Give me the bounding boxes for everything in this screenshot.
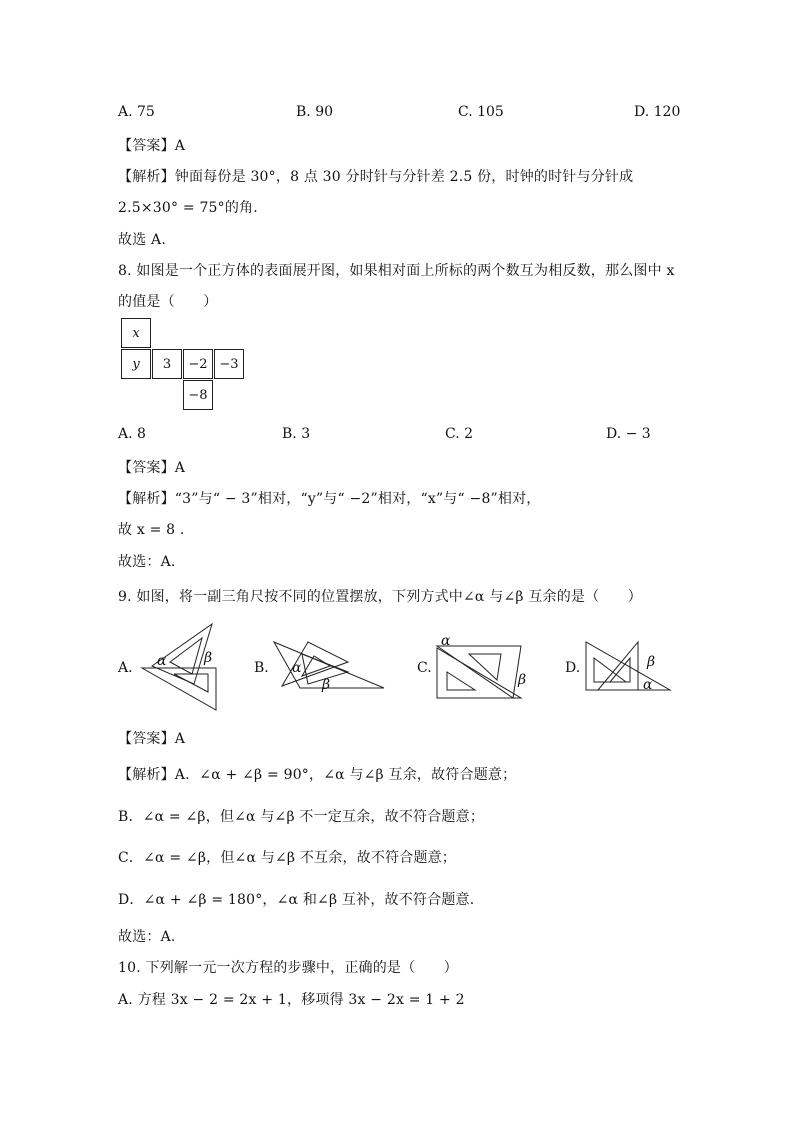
q9-analysis-c: C．∠α = ∠β，但∠α 与∠β 不互余，故不符合题意； — [118, 850, 457, 866]
figure-b-alpha: α — [292, 660, 302, 676]
q7-option-b: B. 90 — [296, 104, 334, 120]
figure-d-alpha: α — [643, 677, 653, 693]
figure-c-triangles — [435, 642, 527, 702]
q8-option-c: C. 2 — [445, 426, 474, 442]
q9-conclusion: 故选：A. — [118, 929, 176, 945]
figure-a-beta: β — [204, 650, 213, 666]
q7-conclusion: 故选 A. — [118, 232, 167, 248]
figure-d-label: D. — [565, 660, 581, 676]
figure-b-beta: β — [322, 677, 331, 693]
q9-answer: 【答案】A — [118, 731, 186, 747]
q10-option-a: A. 方程 3x − 2 = 2x + 1，移项得 3x − 2x = 1 + 2 — [118, 992, 465, 1008]
q9-analysis-d: D．∠α + ∠β = 180°，∠α 和∠β 互补，故不符合题意. — [118, 892, 475, 908]
figure-d-triangles — [584, 640, 674, 695]
net-cell-y: y — [132, 356, 140, 372]
q7-analysis-line2: 2.5×30° = 75°的角. — [118, 200, 258, 216]
figure-d-beta: β — [647, 654, 656, 670]
q8-stem-line2: 的值是（ ） — [118, 294, 218, 310]
figure-b-triangles — [272, 640, 392, 695]
q7-option-c: C. 105 — [458, 104, 504, 120]
q8-answer: 【答案】A — [118, 460, 186, 476]
figure-a-alpha: α — [157, 653, 167, 669]
q7-analysis-line1: 【解析】钟面每份是 30°，8 点 30 分时针与分针差 2.5 份，时钟的时针与分针成 — [118, 169, 634, 185]
q8-analysis-line1: 【解析】“3”与“ − 3”相对，“y”与“ −2”相对，“x”与“ −8”相对， — [118, 491, 541, 507]
q9-stem: 9. 如图，将一副三角尺按不同的位置摆放，下列方式中∠α 与∠β 互余的是（ ） — [118, 589, 642, 605]
figure-c-alpha: α — [441, 633, 451, 649]
net-cell-neg2: −2 — [188, 356, 208, 372]
q9-analysis-b: B．∠α = ∠β，但∠α 与∠β 不一定互余，故不符合题意； — [118, 809, 485, 825]
q8-option-a: A. 8 — [118, 426, 146, 442]
q8-conclusion: 故选：A. — [118, 554, 176, 570]
q7-option-a: A. 75 — [118, 104, 155, 120]
figure-a-triangles — [138, 622, 228, 717]
q10-stem: 10. 下列解一元一次方程的步骤中，正确的是（ ） — [118, 960, 458, 976]
q7-answer: 【答案】A — [118, 138, 186, 154]
figure-c-label: C. — [417, 660, 432, 676]
q8-analysis-line2: 故 x = 8 . — [118, 522, 185, 538]
net-cell-x: x — [132, 325, 140, 341]
q8-option-d: D. − 3 — [606, 426, 651, 442]
cube-net-figure — [121, 318, 245, 412]
figure-b-label: B. — [254, 660, 269, 676]
net-cell-3: 3 — [162, 356, 172, 372]
net-cell-neg8: −8 — [188, 387, 208, 403]
net-cell-neg3: −3 — [219, 356, 239, 372]
figure-c-beta: β — [518, 672, 527, 688]
q9-analysis-a: 【解析】A．∠α + ∠β = 90°，∠α 与∠β 互余，故符合题意； — [118, 767, 517, 783]
q8-stem-line1: 8. 如图是一个正方体的表面展开图，如果相对面上所标的两个数互为相反数，那么图中 x — [118, 263, 675, 279]
q7-option-d: D. 120 — [634, 104, 681, 120]
figure-a-label: A. — [118, 660, 133, 676]
q8-option-b: B. 3 — [282, 426, 311, 442]
